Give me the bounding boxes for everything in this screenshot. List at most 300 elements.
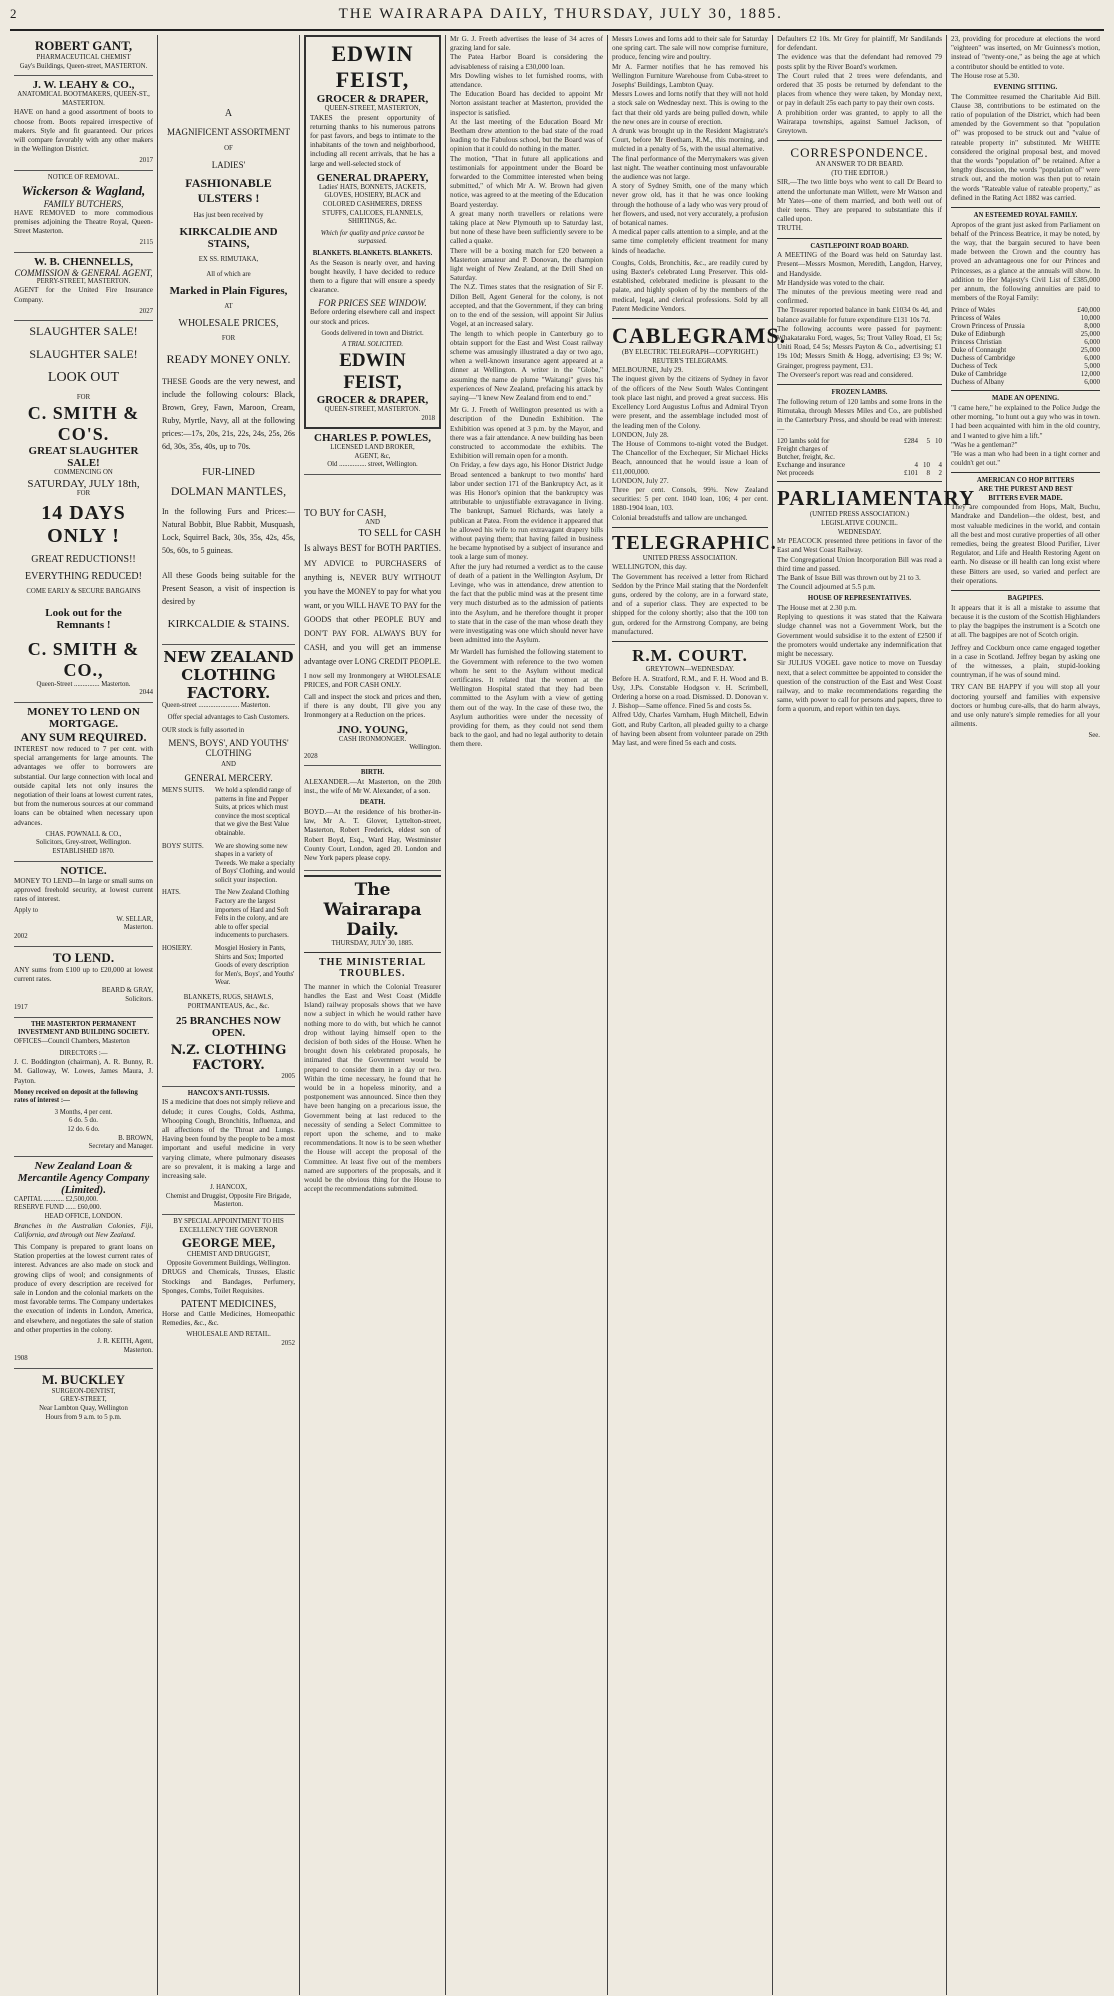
cell: Net proceeds bbox=[777, 469, 814, 478]
cell: Princess of Wales bbox=[951, 314, 1001, 323]
ad-tolend-h: TO LEND. bbox=[52, 949, 115, 965]
ad-nzloan-sub: Masterton. bbox=[123, 1346, 153, 1354]
ad-smith-remnants2: Remnants ! bbox=[56, 618, 111, 631]
parliamentary-body: Mr PEACOCK presented three petitions in favor of the East and West Coast Railway. The Congregational Union Incorporation Bill was read a third time and passed. The Bank of Issue Bill was thrown out by 21 to 3. The Council adjourned at 5.5 p.m. bbox=[777, 537, 942, 592]
cell: 10 bbox=[935, 437, 942, 446]
ad-chennells-sub: COMMISSION & GENERAL AGENT, bbox=[14, 267, 153, 278]
table-row bbox=[951, 354, 1100, 362]
ad-kirk-marked: Marked in Plain Figures, bbox=[169, 285, 288, 298]
rm-court-sub: GREYTOWN—WEDNESDAY. bbox=[645, 665, 735, 673]
divider bbox=[612, 527, 768, 528]
ad-nzc-mens: MEN'S, BOYS', AND YOUTHS' CLOTHING bbox=[168, 738, 289, 759]
ad-buckley bbox=[14, 1369, 153, 1426]
frozen-body: The following return of 120 lambs and some Irons in the Rimutaka, through Messrs Miles and Co., are published in the Canterbury Press, and should be read with interest:— bbox=[777, 397, 942, 434]
ad-nzc-boys-label: BOYS' SUITS. bbox=[162, 842, 204, 850]
ad-notice-sub: Masterton. bbox=[123, 924, 153, 932]
hop-bitters-body: They are compounded from Hops, Malt, Buchu, Mandrake and Dandelion—the oldest, best, and most valuable medicines in the world, and contain all the best and most curative properties of all other remedies, being the greatest Blood Purifier, Liver Regulator, and Life and Health Restoring Agent on earth. No disease or ill health can long exist where these Bitters are used, so varied and perfect are their operations. bbox=[951, 503, 1100, 585]
divider bbox=[777, 384, 942, 385]
ad-tolend-sub: Solicitors. bbox=[125, 995, 153, 1003]
ad-nzc-and: AND bbox=[221, 761, 236, 769]
page-number: 2 bbox=[10, 6, 18, 21]
ad-feist-gdbody: Ladies' HATS, BONNETS, JACKETS, GLOVES, HOSIERY, BLACK and COLORED CASHMERES, DRESS STUFFS, CALICOES, FLANNELS, SHIRTINGS, &c. bbox=[319, 183, 426, 226]
ad-feist-blankets: BLANKETS. BLANKETS. BLANKETS. bbox=[312, 249, 433, 257]
ad-young-loc: Wellington. bbox=[409, 744, 441, 752]
ad-mee-patent: PATENT MEDICINES, bbox=[180, 1298, 277, 1310]
jeffrey-body: Jeffrey and Cockburn once came engaged together in a case in Scotland. Jeffrey began by asking one of the witnesses, a plain, stupid-looking countryman, if he was of sound mind. bbox=[951, 643, 1100, 680]
ad-smith-loc: Queen-Street ............... Masterton. bbox=[36, 680, 131, 688]
ad-gant-loc: Gay's Buildings, Queen-street, MASTERTON. bbox=[19, 62, 148, 70]
hop-bitters-h1: AMERICAN CO HOP BITTERS bbox=[976, 477, 1075, 485]
ad-money bbox=[14, 703, 153, 862]
ad-nzc-office: Offer special advantages to Cash Customers. bbox=[167, 714, 290, 722]
opening-body: "I came here," he explained to the Police Judge the other morning, "to hunt out a guy who was in town. I had been acquainted with him in the old country, and I wanted to give him a lift." "Was he a gentleman?" "He was a man who had been in a tight corner and couldn't get out." bbox=[951, 404, 1100, 468]
ad-feist-season: As the Season is nearly over, and having bought heavily, I have decided to reduce them to a figure that will ensure a speedy clearance. bbox=[310, 258, 435, 295]
ad-kirk-at: AT bbox=[224, 303, 233, 311]
ad-kirk-ready: READY MONEY ONLY. bbox=[166, 351, 291, 366]
cell: £40,000 bbox=[1077, 306, 1100, 315]
cell: Duchess of Teck bbox=[951, 362, 998, 371]
column-7 bbox=[947, 35, 1104, 1995]
house-continued: 23, providing for procedure at elections the word "eighteen" was inserted, on Mr Guinness's motion, instead of "twenty-one," as being the age at which a contributor should be entitled to vote. The House rose at 5.30. bbox=[951, 35, 1100, 80]
cell: 8,000 bbox=[1084, 322, 1100, 331]
ad-mee-patentbody: Horse and Cattle Medicines, Homeopathic Remedies, &c., &c. bbox=[162, 1309, 295, 1328]
ad-nzloan bbox=[14, 1157, 153, 1369]
ad-notice-h: NOTICE. bbox=[60, 864, 107, 877]
cell: Prince of Wales bbox=[951, 306, 996, 315]
ad-powles-loc: Old ................ street, Wellington. bbox=[327, 461, 418, 469]
ad-young-sub: CASH IRONMONGER. bbox=[338, 735, 407, 743]
court-continued: Defaulters £2 10s. Mr Grey for plaintiff, Mr Sandilands for defendant. The evidence was that the defendant had removed 79 posts split by the River Board's workmen. The Court ruled that 2 trees were defendants, and ordered that 35 posts be returned by defendant to the places from whence they were taken, by Monday next, or pay in default 25s each party to pay their own costs. A prohibition order was granted, to apply to all the Wairarapa townships, against Samuel Jackson, of Greytown. bbox=[777, 35, 942, 136]
ad-notice-sig: W. SELLAR, bbox=[116, 915, 153, 923]
table-row bbox=[777, 469, 942, 477]
ad-smith-days: 14 DAYS ONLY ! bbox=[41, 502, 126, 548]
table-row bbox=[951, 322, 1100, 330]
ad-money-loc: Solicitors, Grey-street, Wellington. bbox=[35, 839, 132, 847]
ad-mort-r1: 3 Months, 4 per cent. bbox=[54, 1108, 113, 1116]
parliamentary-day: WEDNESDAY. bbox=[837, 528, 882, 536]
ad-nzc-no: 2005 bbox=[281, 1073, 295, 1081]
cell: Exchange and insurance bbox=[777, 461, 846, 470]
ad-money-est: ESTABLISHED 1870. bbox=[52, 847, 115, 855]
ad-nzc-h2: FACTORY. bbox=[186, 683, 271, 702]
ad-smith-r3: COME EARLY & SECURE BARGAINS bbox=[26, 588, 141, 596]
ad-leahy-body: HAVE on hand a good assortment of boots to choose from. Boots repaired irrespective of makers. Style and fit guaranteed. Our prices will compare favorably with any other makers in the Wellington District. bbox=[14, 108, 153, 154]
column-3 bbox=[300, 35, 446, 1995]
death-body: BOYD.—At the residence of his brother-in-law, Mr A. T. Glover, Lyttelton-street, Masterton, Robert Frederick, eldest son of Robert Boyd, Esq., Ward Hay, Westminster County Court, London, aged 20. London and New York papers please copy. bbox=[304, 807, 441, 862]
ad-feist-forprices: FOR PRICES SEE WINDOW. bbox=[318, 298, 427, 309]
ad-mee-no: 2052 bbox=[281, 1339, 295, 1347]
death-heading: DEATH. bbox=[359, 799, 386, 807]
ad-hancox-body: IS a medicine that does not simply relieve and delude; it cures Coughs, Colds, Asthma, Whooping Cough, Bronchitis, Influenza, and all affections of the Throat and Lungs. Having been found by the people to be a most important and useful medicine in very varying climate, where pulmonary diseases are so prevalent, it is making a large and increasing sale. bbox=[162, 1098, 295, 1180]
cell: Duke of Edinburgh bbox=[951, 330, 1005, 339]
ad-powles-agent: AGENT, &c, bbox=[354, 452, 391, 460]
ad-hancox-chem: Chemist and Druggist, Opposite Fire Brigade, Masterton. bbox=[165, 1192, 292, 1209]
table-row bbox=[951, 330, 1100, 338]
ad-smith-h2: SLAUGHTER SALE! bbox=[29, 347, 138, 362]
ad-money-body: INTEREST now reduced to 7 per cent. with special arrangements for large amounts. The advantages we offer to borrowers are substantial. Our large connection with local and outside capital lets not only insures the negotiation of their loans at lowest current rates, but from the numerous sources at our command loans can be obtained when necessary upon advances. bbox=[14, 744, 153, 827]
ad-kirk-fur: FUR-LINED bbox=[202, 466, 255, 478]
ad-kirk-dolman: DOLMAN MANTLES, bbox=[170, 483, 287, 498]
birth-heading: BIRTH. bbox=[360, 769, 385, 777]
ad-smith-great: GREAT SLAUGHTER bbox=[28, 444, 139, 457]
ad-feist-trial: A TRIAL SOLICITED. bbox=[341, 341, 404, 349]
masthead-title: THE WAIRARAPA DAILY, THURSDAY, JULY 30, 1885. bbox=[338, 6, 783, 22]
ad-nzc-hats bbox=[162, 889, 295, 941]
table-row bbox=[951, 346, 1100, 354]
cell: 10 bbox=[922, 461, 930, 470]
castlepoint-body: A MEETING of the Board was held on Saturday last. Present—Messrs Mosmon, Meredith, Langdon, Harvey, and Handyside. Mr Handyside was voted to the chair. The minutes of the previous meeting were read and confirmed. The Treasurer reported balance in bank £1034 0s 4d, and balance available for future expenditure £131 10s 7d. The following accounts were passed for payment: Whakataraku Ford, wages, 5s; Trout Valley Road, £1 5s; Uniti Road, £4 5s; Messrs Payton & Co., advertising; £1 19s 10d; Messrs Smith & Hogg, advertising; £3 9s; W. Grainger, progress payment, £31. The Overseer's report was read and considered. bbox=[777, 251, 942, 379]
ad-mee-sub: CHEMIST AND DRUGGIST, bbox=[186, 1251, 271, 1259]
frozen-title: FROZEN LAMBS. bbox=[831, 389, 888, 397]
rm-court-body: Before H. A. Stratford, R.M., and F. H. Wood and B. Usy, J.Ps. Constable Hodgson v. H. Scrimbell, Ordering a horse on a road. Dismissed. D. Donovan v. J. Bishop—Same offence. Fined 5s and costs 5s. Alfred Udy, Charles Varnham, Hugh Mitchell, Edwin Gott, and Ruby Carlton, all pleaded guilty to a charge of having been absent from volunteer parade on 29th May last, and were fined 5s each and costs. bbox=[612, 674, 768, 747]
ad-buckley-name: M. BUCKLEY bbox=[41, 1371, 126, 1387]
ad-mee-name: GEORGE MEE, bbox=[181, 1235, 276, 1251]
cell bbox=[918, 453, 930, 461]
ad-mee bbox=[162, 1215, 295, 1353]
ad-mort-r3: 12 do. 6 do. bbox=[67, 1126, 100, 1134]
birth-body: ALEXANDER.—At Masterton, on the 20th inst., the wife of Mr W. Alexander, of a son. bbox=[304, 777, 441, 796]
ad-nzc-gm: GENERAL MERCERY. bbox=[184, 772, 273, 783]
ad-powles-sub: LICENSED LAND BROKER, bbox=[330, 444, 415, 452]
ad-mort-sub: Secretary and Manager. bbox=[88, 1143, 153, 1151]
ad-wickerson-head: NOTICE OF REMOVAL. bbox=[47, 173, 120, 181]
cell bbox=[918, 445, 930, 453]
ad-nzc-queen: Queen-street ........................ Masterton. bbox=[162, 701, 271, 709]
ad-nzc-mensuits bbox=[162, 787, 295, 839]
ad-chennells-body: AGENT for the United Fire Insurance Company. bbox=[14, 286, 153, 304]
ad-kirk-furbody: In the following Furs and Prices:— Natural Bobbit, Blue Rabbit, Musquash, Lock, Squirrel Back, 30s, 35s, 42s, 45s, 50s, 60s, to 5 guineas. bbox=[162, 506, 295, 555]
column-1 bbox=[10, 35, 158, 1995]
ad-nzloan-cap: CAPITAL ............ £2,500,000. bbox=[14, 1195, 98, 1203]
ad-feist-name2: EDWIN FEIST, bbox=[339, 349, 406, 393]
ad-young-name: JNO. YOUNG, bbox=[337, 723, 408, 736]
cell: 8 bbox=[926, 469, 930, 478]
cell: 2 bbox=[938, 469, 942, 478]
cell: Freight charges of bbox=[777, 445, 828, 454]
ad-nzc-h3: N.Z. CLOTHING FACTORY. bbox=[170, 1043, 287, 1074]
cell: Butcher, freight, &c. bbox=[777, 453, 835, 462]
local-news-3: Mr Wardell has furnished the following statement to the Government with reference to the two women whom he sent to the Asylum without medical certificates. It related that the women at the Wellington Hospital stated that they had been committed to the Asylum with a view of getting them out of the way. In the case of these two, the Asylum authorities were under the necessity of providing for them, as they could not send them back to the gaol, and had no legal authority to detain them there. bbox=[450, 648, 603, 749]
ad-nzc-branches: 25 BRANCHES NOW OPEN. bbox=[175, 1015, 282, 1040]
ad-smith-date: SATURDAY, JULY 18th, bbox=[27, 477, 140, 490]
ad-notice-no: 2002 bbox=[14, 932, 28, 940]
castlepoint-title: CASTLEPOINT ROAD BOARD. bbox=[810, 242, 909, 250]
house-title: HOUSE OF REPRESENTATIVES. bbox=[807, 595, 912, 603]
cell: Duke of Connaught bbox=[951, 346, 1007, 355]
ad-nzloan-h: New Zealand Loan & Mercantile Agency Company (Limited). bbox=[17, 1159, 150, 1196]
ad-smith-forw: FOR bbox=[76, 489, 91, 497]
ad-buckley-loc2: Near Lambton Quay, Wellington bbox=[39, 1405, 128, 1413]
cell: Princess Christian bbox=[951, 338, 1002, 347]
ad-young-advice: MY ADVICE to PURCHASERS of anything is, NEVER BUY WITHOUT you have the MONEY to pay for what you want, or you WILL HAVE TO PAY for the GOODS that other PEOPLE BUY and DON'T PAY FOR. ALWAYS BUY for CASH, and you will get an immense advantage over LONG CREDIT PEOPLE. bbox=[304, 558, 441, 666]
ad-nzloan-no: 1908 bbox=[14, 1355, 28, 1363]
rm-court-title: R.M. COURT. bbox=[632, 645, 748, 665]
cell bbox=[894, 453, 918, 461]
correspondence-sub: AN ANSWER TO DR BEARD. bbox=[815, 161, 904, 169]
ad-leahy-sub: ANATOMICAL BOOTMAKERS, QUEEN-ST., MASTERTON. bbox=[17, 91, 150, 107]
ad-nzc-boys-body: We are showing some new shapes in a variety of Tweeds. We make a specialty of Boys' Clothing, and would solicit your inspection. bbox=[215, 842, 295, 884]
ad-leahy-name: J. W. LEAHY & CO., bbox=[32, 79, 135, 92]
cell: Duke of Cambridge bbox=[951, 370, 1007, 379]
cablegrams-sub2: REUTER'S TELEGRAMS. bbox=[652, 357, 728, 365]
ad-chennells bbox=[14, 253, 153, 322]
ad-young bbox=[304, 475, 441, 766]
ad-feist-queen2: QUEEN-STREET, MASTERTON. bbox=[324, 405, 421, 413]
column-2 bbox=[158, 35, 300, 1995]
local-news-2: Mr G. J. Freeth of Wellington presented us with a description of the Dunedin Exhibition. The Exhibition was opened at 3 p.m. by the Mayor, and there was a fair attendance. A new building has been constructed to accommodate the exhibits. The Exhibition will remain open for a month. On Friday, a few days ago, his Honor District Judge Broad sentenced a bankrupt to two months' hard labor under section 171 of the Bankruptcy Act, as it was His Honor's opinion that the bankruptcy was attributable to unjustifiable extravagance in living. The bankrupt, Samuel Richards, was lately a publican at Patea. From the evidence it appeared that he allowed his wife to run extravagant drapery bills without paying them; that having failed in business he became hypnotised by a subject of insurance and took a large sum of money. After the jury had returned a verdict as to the cause of death of a patient in the Wellington Asylum, Dr Levinge, who was in attendance, drew attention to the fact that the public mind was at the present time very much disturbed as to the admission of patients into the Asylum, and he therefore thought it proper to state that in the case of the man whose death they were investigating was one which should never have been admitted into the Asylum. bbox=[450, 406, 603, 645]
ad-notice-body: MONEY TO LEND—In large or small sums on approved freehold security, at lowest current rates of interest. bbox=[14, 876, 153, 903]
ad-kirk-name: KIRKCALDIE AND STAINS, bbox=[179, 226, 278, 251]
table-row bbox=[951, 314, 1100, 322]
ad-nzc-mensuits-label: MEN'S SUITS. bbox=[162, 786, 205, 794]
cell: 6,000 bbox=[1084, 378, 1100, 387]
ad-feist-grocer2: GROCER & DRAPER, bbox=[316, 393, 429, 406]
columns bbox=[10, 35, 1104, 1995]
cell: 5 bbox=[926, 437, 930, 446]
ad-smith-r2: EVERYTHING REDUCED! bbox=[25, 571, 142, 583]
ad-young-call: Call and inspect the stock and prices and then, if there is any doubt, I'll give you any Ironmongery at a Reduction on the prices. bbox=[304, 692, 441, 720]
ad-young-tobuy: TO BUY for CASH, bbox=[304, 507, 387, 519]
cell: 12,000 bbox=[1080, 370, 1100, 379]
editorial-header bbox=[304, 875, 441, 953]
ad-nzloan-body: Branches in the Australian Colonies, Fiji, California, and through out New Zealand. bbox=[14, 1221, 153, 1239]
ad-feist-name: EDWIN FEIST, bbox=[331, 41, 414, 92]
parliamentary-title: PARLIAMENTARY bbox=[777, 486, 976, 511]
ad-feist-grocer: GROCER & DRAPER, bbox=[316, 93, 429, 105]
ad-buckley-hours: Hours from 9 a.m. to 5 p.m. bbox=[45, 1413, 122, 1421]
cell: 25,000 bbox=[1080, 330, 1100, 339]
table-row bbox=[951, 362, 1100, 370]
ad-buckley-sub: SURGEON-DENTIST, bbox=[51, 1387, 116, 1395]
cell: Duchess of Albany bbox=[951, 378, 1005, 387]
cell: 6,000 bbox=[1084, 338, 1100, 347]
ad-wickerson bbox=[14, 171, 153, 253]
ad-mort-names: J. C. Boddington (chairman), A. R. Bunny, R. M. Galloway, W. Lowes, James Maura, J. Payton. bbox=[14, 1058, 153, 1085]
cell: Duchess of Cambridge bbox=[951, 354, 1016, 363]
telegraphic-title: TELEGRAPHIC. bbox=[612, 531, 777, 554]
correspondence-title: CORRESPONDENCE. bbox=[790, 145, 929, 161]
ad-kirk-just: Has just been received by bbox=[193, 211, 264, 219]
ad-kirk-a: A bbox=[224, 108, 233, 119]
ad-young-and: AND bbox=[365, 518, 380, 526]
table-row bbox=[777, 461, 942, 469]
ad-smith-name2: C. SMITH & CO., bbox=[27, 638, 140, 680]
ad-smith-lookout: LOOK OUT bbox=[47, 370, 120, 386]
notice-births bbox=[304, 766, 441, 871]
ad-chennells-loc: PERRY-STREET, MASTERTON. bbox=[36, 277, 131, 285]
ad-smith-r1: GREAT REDUCTIONS!! bbox=[31, 554, 136, 566]
cell: Crown Princess of Prussia bbox=[951, 322, 1025, 331]
telegraphic-sub: UNITED PRESS ASSOCIATION. bbox=[642, 554, 738, 562]
ad-nzc-hats-body: The New Zealand Clothing Factory are the largest importers of Hard and Soft Felts in the colony, and are able to offer special inducements to purchasers. bbox=[215, 889, 290, 940]
cell: 4 bbox=[914, 461, 918, 470]
royal-title: AN ESTEEMED ROYAL FAMILY. bbox=[973, 212, 1078, 220]
ad-nzloan-office: HEAD OFFICE, LONDON. bbox=[44, 1213, 123, 1221]
ad-kirkcaldie bbox=[162, 35, 295, 645]
ad-mort-h: THE MASTERTON PERMANENT INVESTMENT AND BUILDING SOCIETY. bbox=[17, 1020, 150, 1037]
ad-chennells-no: 2027 bbox=[139, 307, 153, 315]
ad-hancox-sig: J. HANCOX, bbox=[210, 1184, 247, 1192]
ad-mee-loc: Opposite Government Buildings, Wellington. bbox=[166, 1259, 291, 1267]
masthead bbox=[10, 6, 1104, 31]
ad-nzc-h1: NEW ZEALAND CLOTHING bbox=[163, 647, 294, 684]
ad-nzc-boys bbox=[162, 843, 295, 886]
ad-nzc-our: OUR stock is fully assorted in bbox=[162, 726, 245, 734]
ad-powles-name: CHARLES P. POWLES, bbox=[314, 432, 431, 445]
ad-mort bbox=[14, 1018, 153, 1157]
ad-mort-money: Money received on deposit at the following rates of interest :— bbox=[14, 1088, 138, 1105]
telegraphic-body: WELLINGTON, this day. The Government has received a letter from Richard Seddon by the Prince Mail stating that the Nordenfelt guns, ordered by the colony, are in a forward state, and of a superior class. They are expected to be shipped for the colony shortly; also that the 100 ton gun, ordered for the Armstrong Company, are being manufactured. bbox=[612, 563, 768, 636]
ad-young-tosell: TO SELL for CASH bbox=[358, 527, 441, 539]
ad-leahy-no: 2017 bbox=[139, 157, 153, 165]
ad-mort-dirs: DIRECTORS :— bbox=[59, 1049, 108, 1057]
divider bbox=[951, 390, 1100, 391]
hop-bitters-h2: ARE THE PUREST AND BEST bbox=[978, 486, 1073, 494]
ad-gant bbox=[14, 35, 153, 76]
ad-smith-commencing: COMMENCING ON bbox=[54, 468, 113, 476]
ad-feist-goods: Goods delivered in town and District. bbox=[321, 329, 424, 337]
ad-wickerson-name: Wickerson & Wagland, bbox=[21, 182, 146, 198]
ad-kirk-ulsters: FASHIONABLE ULSTERS ! bbox=[185, 175, 272, 205]
ad-smith-name: C. SMITH & CO'S. bbox=[27, 402, 140, 444]
ad-smith-for: FOR bbox=[76, 394, 91, 402]
ad-money-sig: CHAS. POWNALL & CO., bbox=[45, 830, 122, 838]
table-row bbox=[951, 378, 1100, 386]
ad-notice bbox=[14, 862, 153, 947]
ad-gant-sub: PHARMACEUTICAL CHEMIST bbox=[36, 54, 131, 61]
ad-kirk-for: FOR bbox=[221, 334, 236, 342]
ad-mee-drugs: DRUGS and Chemicals, Trusses, Elastic Stockings and Bandages, Perfumery, Sponges, Combs, Toilet Requisites. bbox=[162, 1268, 295, 1295]
ad-kirk-mag: MAGNIFICENT ASSORTMENT bbox=[166, 127, 291, 137]
local-news-1: Mr G. J. Freeth advertises the lease of 34 acres of grazing land for sale. The Patea Harbor Board is considering the advisableness of raising a £30,000 loan. Mrs Dowling wishes to let furnished rooms, with attendance. The Education Board has decided to appoint Mr Norton assistant teacher at Masterton, provided the inspector is satisfied. At the last meeting of the Education Board Mr Beetham drew attention to the bad state of the road leading to the Fabulous school, but the Board was of opinion that it could do nothing in the matter. The motion, "That in future all applications and testimonials for appointment under the Board be forwarded to the Committee interested when being submitted," of which Mr A. W. Brown had given notice, was agreed to at the meeting of the Education Board yesterday. A great many north travellers or relations were taking place at New Plymouth up to Saturday last, but none of these have been sufficiently severe to be called a quake. There will be a boxing match for £20 between a Masterton amateur and P. Donovan, the champion light weight of New Zealand, at the Drill Shed on Saturday. The N.Z. Times states that the resignation of Sir F. Dillon Bell, Agent General for the colony, is not accepted, and that the Government, if they can bring on to the end of the session, will appoint Sir Julius Vogel, at an increased salary. The length to which people in Canterbury go to obtain support for the East and West Coast railway scheme was amusingly illustrated a day or two ago, when a well-known insurance agent appeared at a dinner at Wellington. A writer in the "Globe," assuming the name de plume "Waitangi" gives his experiences of New Zealand, prefacing his attack by saying—"I knew New Zealand from end to end." bbox=[450, 35, 603, 402]
ad-nzc-hosiery-label: HOSIERY. bbox=[162, 945, 192, 953]
divider bbox=[777, 238, 942, 239]
cell: 4 bbox=[938, 461, 942, 470]
table-row bbox=[951, 306, 1100, 314]
divider bbox=[612, 318, 768, 319]
hop-bitters-h3: BITTERS EVER MADE. bbox=[988, 494, 1063, 502]
ad-money-h2: ANY SUM REQUIRED. bbox=[20, 729, 147, 744]
cell: 25,000 bbox=[1080, 346, 1100, 355]
ad-smith-remnants: Look out for the bbox=[45, 606, 122, 619]
ad-tolend-body: ANY sums from £100 up to £20,000 at lowest current rates. bbox=[14, 965, 153, 983]
column-4 bbox=[446, 35, 608, 1995]
ad-nzclothing bbox=[162, 645, 295, 1087]
ad-feist-takes: TAKES the present opportunity of returning thanks to his numerous patrons for past favors, and begs to intimate to the inhabitants of the town and neighborhood, including all recent arrivals, that he has a large and well-selected stock of bbox=[310, 113, 435, 168]
divider bbox=[612, 641, 768, 642]
ad-kirk-ladies: LADIES' bbox=[211, 159, 246, 170]
ad-kirk-these: THESE Goods are the very newest, and include the following colours: Black, Brown, Grey, Fawn, Maroon, Cream, Ruby, Myrtle, Navy, all at the following prices:—17s, 20s, 21s, 22s, 24s, 25s, 26s 6d, 30s, 35s, 40s, up to 70s. bbox=[162, 376, 295, 451]
bagpipes-title: BAGPIPES. bbox=[1007, 595, 1044, 603]
ad-kirk-name2: KIRKCALDIE & STAINS. bbox=[167, 617, 290, 630]
ad-nzloan-sig: J. R. KEITH, Agent, bbox=[97, 1338, 153, 1346]
ad-mort-r2: 6 do. 5 do. bbox=[69, 1117, 98, 1125]
divider bbox=[951, 590, 1100, 591]
closing-sig: See. bbox=[1088, 732, 1100, 740]
royal-table bbox=[951, 306, 1100, 386]
ad-wickerson-body: HAVE REMOVED to more commodious premises adjoining the Theatre Royal, Queen-Street Masterton. bbox=[14, 208, 153, 235]
cell bbox=[894, 445, 918, 453]
ad-young-now: I now sell my Ironmongery at WHOLESALE PRICES, and FOR CASH ONLY. bbox=[304, 671, 441, 689]
ad-feist-before: Before ordering elsewhere call and inspect our stock and prices. bbox=[310, 308, 435, 326]
cell: £284 bbox=[903, 437, 918, 446]
divider bbox=[777, 481, 942, 482]
ad-buckley-loc: GREY-STREET, bbox=[60, 1396, 107, 1404]
ad-kirk-all: All of which are bbox=[206, 270, 251, 278]
editorial-body: The manner in which the Colonial Treasurer handles the East and West Coast (Middle Island) railway proposals shows that we have now a subject in which he would rather have nothing more to do with, but which he cannot drop without laying himself open to the decision of both sides of the House. When he brought down his celebrated proposals, he intimated that the Government would be prepared to consider them in a day or two. Within the time necessary, he found that he would be in a hopeless minority, and a postponement was announced. Since then they have been hanging on a precarious issue, the Government being at last reduced to the necessity of sending a Select Committee to report upon the scheme, and to make recommendations. It now is to be seen whether the House will accept the proposal of the Committee. At least five out of the members named are supporters of the proposals, and it would be the obvious thing for the House to accept the recommendations submitted. bbox=[304, 982, 441, 1194]
table-row bbox=[777, 445, 942, 453]
ad-gant-name: ROBERT GANT, bbox=[34, 38, 133, 53]
cell: 10,000 bbox=[1080, 314, 1100, 323]
cell bbox=[930, 453, 942, 461]
cell: 5,000 bbox=[1084, 362, 1100, 371]
editorial-title: THE MINISTERIAL TROUBLES. bbox=[319, 956, 426, 979]
ad-smith-sale: SALE! bbox=[67, 456, 100, 469]
ad-mort-sig: B. BROWN, bbox=[118, 1134, 153, 1142]
opening-title: MADE AN OPENING. bbox=[991, 395, 1060, 403]
ad-feist-no: 2018 bbox=[421, 414, 435, 422]
closing-ad: TRY CAN BE HAPPY if you will stop all your doctoring yourself and families with expensive doctors or humbug cure-alls, that do harm always, and use only nature's simple remedies for all your ailments. bbox=[951, 683, 1100, 729]
ad-hancox-h: HANCOX'S ANTI-TUSSIS. bbox=[187, 1089, 270, 1097]
ad-feist-gd: GENERAL DRAPERY, bbox=[316, 171, 429, 184]
cell bbox=[930, 445, 942, 453]
column-5 bbox=[608, 35, 787, 1995]
baxter-ad: Coughs, Colds, Bronchitis, &c., are readily cured by using Baxter's celebrated Lung Preserver. This old-established, celebrated medicine is pleasant to the palate, and highly spoken of by the members of the medical, legal, and clerical professions. Sold by all Patent Medicine Vendors. bbox=[612, 258, 768, 313]
ad-nzc-hosiery-body: Mosgiel Hosiery in Pants, Shirts and Sox; Imported Goods of every description for Men's, Boys', and Youths' Wear. bbox=[215, 945, 295, 987]
correspondence-sub2: (TO THE EDITOR.) bbox=[831, 169, 888, 177]
ad-nzc-blankets: BLANKETS, RUGS, SHAWLS, PORTMANTEAUS, &c., &c. bbox=[183, 994, 274, 1010]
ad-hancox bbox=[162, 1087, 295, 1215]
table-row bbox=[951, 338, 1100, 346]
ad-feist bbox=[304, 35, 441, 429]
ad-tolend-no: 1917 bbox=[14, 1004, 28, 1012]
ad-wickerson-sub: FAMILY BUTCHERS, bbox=[43, 198, 124, 209]
editorial-masthead: The Wairarapa Daily. bbox=[323, 880, 422, 941]
cell: £101 bbox=[903, 469, 918, 478]
ad-kirk-ex: EX SS. RIMUTAKA, bbox=[198, 256, 259, 264]
divider bbox=[777, 140, 942, 141]
ad-chennells-name: W. B. CHENNELLS, bbox=[34, 255, 133, 268]
cablegrams-title: CABLEGRAMS. bbox=[612, 323, 787, 349]
table-row bbox=[777, 453, 942, 461]
royal-body: Apropos of the grant just asked from Parliament on behalf of the Princess Beatrice, it may be noted, by the way, that the bargain secured to have been made between the Crown and the country has proved an advantageous one for our Princes and Princesses, as a glance at the annuals will show. In addition to Her Majesty's Civil List of £385,000 per annum, the following annuities are paid to members of the Royal Family: bbox=[951, 220, 1100, 303]
editorial-date: THURSDAY, JULY 30, 1885. bbox=[331, 940, 414, 948]
ad-young-no: 2028 bbox=[304, 752, 318, 760]
ad-nzloan-body2: This Company is prepared to grant loans on Station properties at the lowest current rates of interest. Advances are also made on stock and growing clips of wool; and consignments of produce of every description are received for sale in London and the colonial markets on the most favorable terms. The Company undertakes the execution of indents in London, America, and elsewhere, and negotiates the sale of station and other properties in the colony. bbox=[14, 1243, 153, 1334]
ad-mee-special: BY SPECIAL APPOINTMENT TO HIS EXCELLENCY THE GOVERNOR bbox=[173, 1217, 284, 1234]
ad-tolend-sig: BEARD & GRAY, bbox=[101, 986, 153, 994]
cell: 120 lambs sold for bbox=[777, 437, 830, 446]
house-body: The House met at 2.30 p.m. Replying to questions it was stated that the Kaiwara sludge channel was not a Government Work, but the Government would subsidise it to the extent of £2500 if the promoters would undertake any indemnification that might be necessary. Sir JULIUS VOGEL gave notice to move on Tuesday next, that a select committee be appointed to consider the question of the construction of the East and West Coast railway, and to make recommendations regarding the same, with power to call for persons and papers, three to form a quorum, and report within ten days. bbox=[777, 604, 942, 714]
ad-powles bbox=[304, 429, 441, 475]
evening-title: EVENING SITTING. bbox=[993, 84, 1058, 92]
ad-nzc-mensuits-body: We hold a splendid range of patterns in fine and Pepper Suits, at prices which must convince the most sceptical that we give the Best Value obtainable. bbox=[215, 786, 292, 837]
parliamentary-sub: (UNITED PRESS ASSOCIATION.) bbox=[809, 511, 910, 519]
ad-smith bbox=[14, 321, 153, 703]
ad-nzloan-res: RESERVE FUND ...... £60,000. bbox=[14, 1204, 102, 1212]
divider bbox=[951, 472, 1100, 473]
ad-wickerson-no: 2115 bbox=[139, 239, 153, 247]
frozen-table bbox=[777, 437, 942, 477]
ad-nzc-hosiery bbox=[162, 945, 295, 988]
ad-mort-offices: OFFICES—Council Chambers, Masterton bbox=[14, 1037, 130, 1045]
ad-leahy bbox=[14, 76, 153, 171]
cell: 6,000 bbox=[1084, 354, 1100, 363]
ad-smith-no: 2044 bbox=[139, 689, 153, 697]
ad-nzc-hats-label: HATS. bbox=[162, 889, 181, 897]
divider bbox=[951, 207, 1100, 208]
bagpipes-body: It appears that it is all a mistake to assume that because it is the custom of the Scottish Highlanders to play the bagpipes the instrument is a Scotch one at all. The bagpipes are not of Scotch origin. bbox=[951, 603, 1100, 640]
